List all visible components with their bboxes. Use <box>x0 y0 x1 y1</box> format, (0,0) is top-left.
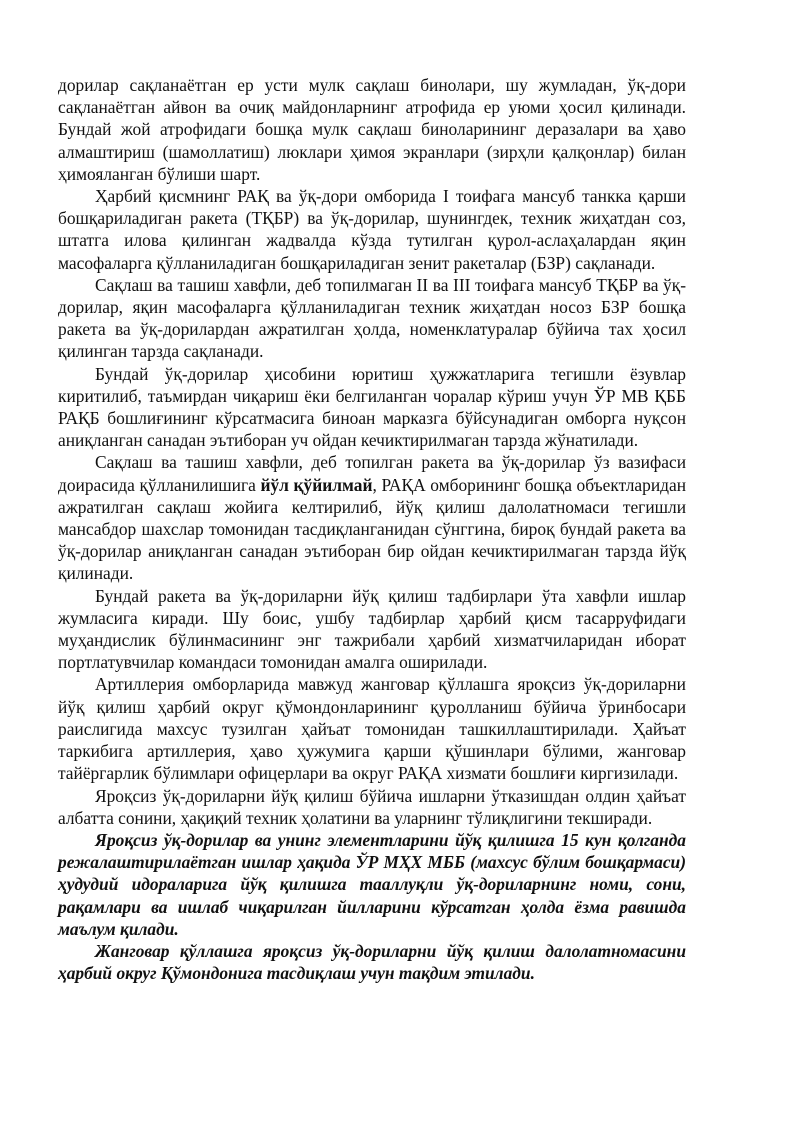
paragraph-10-text: Жанговар қўллашга яроқсиз ўқ-дориларни йўқ қилиш далолатномасини ҳарбий округ Қўмондонига тасдиқлаш учун тақдим этилади. <box>58 940 686 984</box>
document-page <box>58 74 686 984</box>
paragraph-4 <box>58 363 686 452</box>
paragraph-7 <box>58 673 686 784</box>
paragraph-9-text: Яроқсиз ўқ-дорилар ва унинг элементларини йўқ қилишга 15 кун қолганда режалаштирилаётган ишлар ҳақида ЎР МҲХ МББ (махсус бўлим бошқармаси) ҳудудий идораларига йўқ қилишга тааллуқли ўқ-дориларнинг номи, сони, рақамлари ва ишлаб чиқарилган йилларини кўрсатган ҳолда ёзма равишда маълум қилади. <box>58 829 686 939</box>
paragraph-1 <box>58 74 686 185</box>
paragraph-8-text: Яроқсиз ўқ-дориларни йўқ қилиш бўйича ишларни ўтказишдан олдин ҳайъат албатта сонини, ҳақиқий техник ҳолатини ва уларнинг тўлиқлигини текширади. <box>58 785 686 828</box>
paragraph-6-text: Бундай ракета ва ўқ-дориларни йўқ қилиш тадбирлари ўта хавфли ишлар жумласига киради. Шу боис, ушбу тадбирлар ҳарбий қисм тасарруфидаги муҳандислик бўлинмасининг энг тажрибали ҳарбий хизматчиларидан иборат портлатувчилар командаси томонидан амалга оширилади. <box>58 585 686 673</box>
paragraph-6 <box>58 585 686 674</box>
paragraph-9-emphasis <box>58 829 686 940</box>
paragraph-8 <box>58 785 686 829</box>
paragraph-2-text: Ҳарбий қисмнинг РАҚ ва ўқ-дори омборида I тоифага мансуб танкка қарши бошқариладиган ракета (ТҚБР) ва ўқ-дорилар, шунингдек, техник жиҳатдан соз, штатга илова қилинган жадвалда кўзда тутилган қурол-аслаҳалардан яқин масофаларга қўлланиладиган бошқариладиган зенит ракеталар (БЗР) сақланади. <box>58 186 686 273</box>
paragraph-1-text: дорилар сақланаётган ер усти мулк сақлаш бинолари, шу жумладан, ўқ-дори сақланаётган айвон ва очиқ майдонларнинг атрофида ер уюми ҳосил қилинади. Бундай жой атрофидаги бошқа мулк сақлаш биноларининг деразалари ва ҳаво алмаштириш (шамоллатиш) люклари ҳимоя экранлари (зирҳли қалқонлар) билан ҳимояланган бўлиши шарт. <box>58 75 686 184</box>
paragraph-2 <box>58 185 686 274</box>
paragraph-7-text: Артиллерия омборларида мавжуд жанговар қўллашга яроқсиз ўқ-дориларни йўқ қилиш ҳарбий округ қўмондонларининг қуролланиш бўйича ўринбосари раислигида махсус тузилган ҳайъат томонидан ташкиллаштирилади. Ҳайъат таркибига артиллерия, ҳаво ҳужумига қарши қўшинлари бўлими, жанговар тайёргарлик бўлимлари офицерлари ва округ РАҚА хизмати бошлиғи киргизилади. <box>58 674 686 784</box>
paragraph-5 <box>58 451 686 584</box>
paragraph-3-text: Сақлаш ва ташиш хавфли, деб топилмаган II ва III тоифага мансуб ТҚБР ва ўқ-дорилар, яқин масофаларга қўлланиладиган техник жиҳатдан носоз БЗР бошқа ракета ва ўқ-дорилардан ажратилган ҳолда, номенклатуралар бўйича тах ҳосил қилинган тарзда сақланади. <box>58 274 686 362</box>
paragraph-5-text-end: , РАҚА омборининг бошқа объектларидан ажратилган сақлаш жойига келтирилиб, йўқ қилиш далолатномаси тегишли мансабдор шахслар томонидан тасдиқланганидан сўнггина, бироқ бундай ракета ва ўқ-дорилар аниқланган санадан эътиборан бир ойдан кечиктирилмаган тарзда йўқ қилинади. <box>58 474 687 584</box>
paragraph-5-bold-phrase: йўл қўйилмай <box>260 474 373 495</box>
paragraph-10-emphasis <box>58 940 686 984</box>
paragraph-5-text-start: Сақлаш ва ташиш хавфли, деб топилган ракета ва ўқ-дорилар ўз вазифаси доирасида қўлланилишига <box>58 452 686 495</box>
paragraph-4-text: Бундай ўқ-дорилар ҳисобини юритиш ҳужжатларига тегишли ёзувлар киритилиб, таъмирдан чиқариш ёки белгиланган чоралар кўриш учун ЎР МВ ҚББ РАҚБ бошлиғининг кўрсатмасига биноан марказга бўйсунадиган омборга нуқсон аниқланган санадан эътиборан уч ойдан кечиктирилмаган тарзда жўнатилади. <box>58 363 686 451</box>
paragraph-3 <box>58 274 686 363</box>
